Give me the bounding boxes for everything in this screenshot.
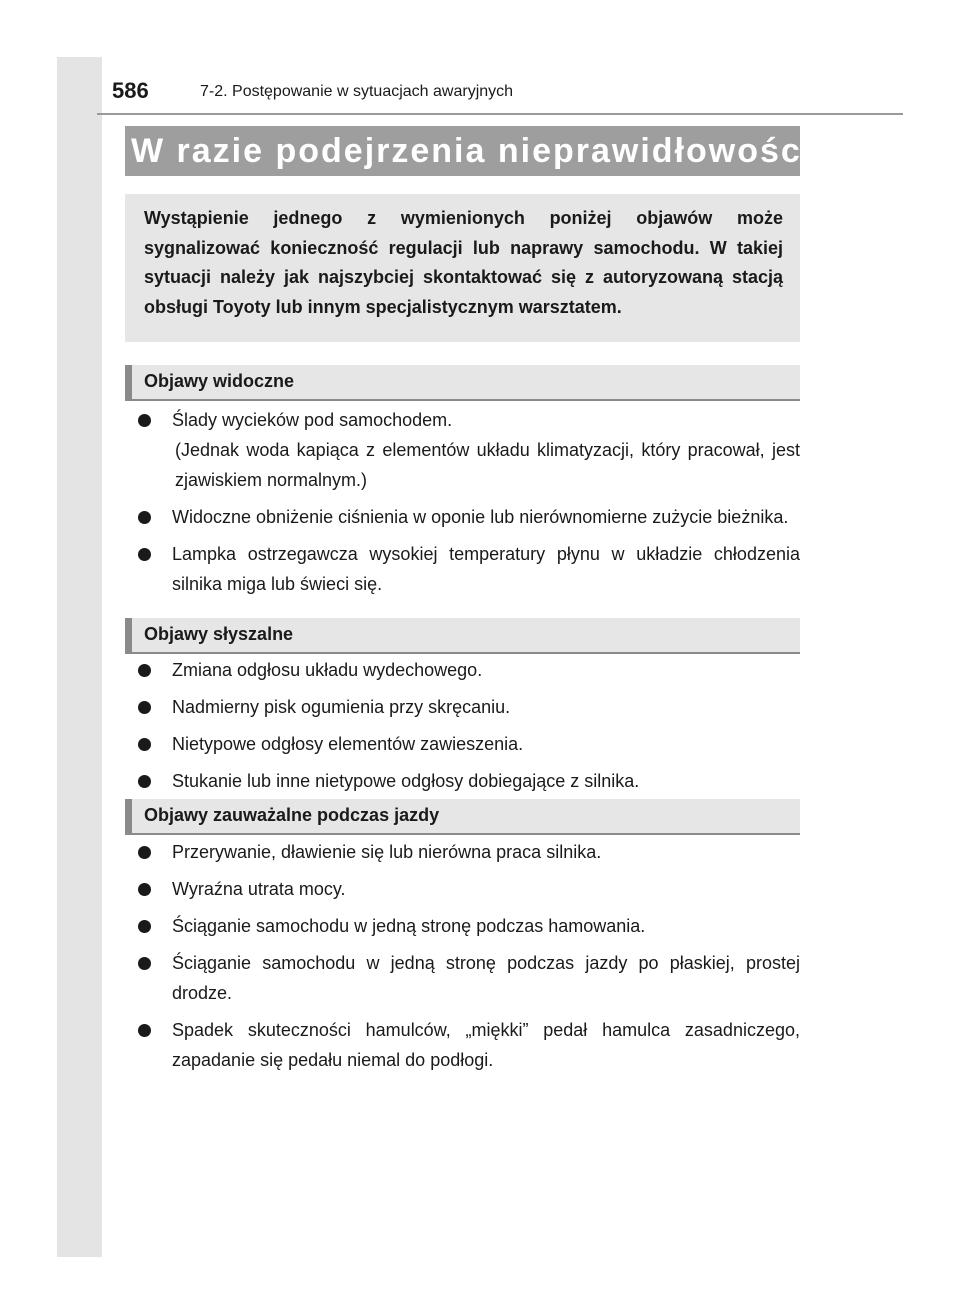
bullet-icon [138, 883, 151, 896]
page-title: W razie podejrzenia nieprawidłowości [131, 132, 814, 170]
list-item-text: Nietypowe odgłosy elementów zawieszenia. [172, 734, 524, 754]
list-item-text: Stukanie lub inne nietypowe odgłosy dobiegające z silnika. [172, 771, 640, 791]
list-item-text: Ślady wycieków pod samochodem. [172, 410, 453, 430]
bullet-icon [138, 414, 151, 427]
list-item [134, 502, 800, 532]
list-item [134, 874, 800, 904]
list-item [134, 655, 800, 685]
bullet-icon [138, 701, 151, 714]
section-title: Objawy widoczne [144, 371, 295, 391]
bullet-list-driving [134, 837, 800, 1082]
intro-text: Wystąpienie jednego z wymienionych poniżej objawów może sygnalizować konieczność regulacji lub naprawy samochodu. W takiej sytuacji należy jak najszybciej skontaktować się z autoryzowaną stacją obsługi Toyoty lub innym specjalistycznym warsztatem. [144, 208, 783, 317]
list-item [134, 539, 800, 599]
bullet-icon [138, 920, 151, 933]
page-header [112, 78, 902, 110]
list-item [134, 729, 800, 759]
list-item-text: Lampka ostrzegawcza wysokiej temperatury płynu w układzie chłodzenia silnika miga lub świeci się. [172, 544, 800, 594]
header-divider [97, 113, 903, 115]
intro-box [125, 194, 800, 342]
list-item-text: Ściąganie samochodu w jedną stronę podczas jazdy po płaskiej, prostej drodze. [172, 953, 800, 1003]
list-item-text: Przerywanie, dławienie się lub nierówna praca silnika. [172, 842, 602, 862]
page-number: 586 [112, 78, 149, 103]
bullet-icon [138, 1024, 151, 1037]
list-item-note: (Jednak woda kapiąca z elementów układu klimatyzacji, który pracował, jest zjawiskiem normalnym.) [175, 440, 800, 490]
list-item-text: Widoczne obniżenie ciśnienia w oponie lub nierównomierne zużycie bieżnika. [172, 507, 789, 527]
bullet-list-audible [134, 655, 800, 803]
list-item [134, 837, 800, 867]
list-item-text: Ściąganie samochodu w jedną stronę podczas hamowania. [172, 916, 646, 936]
bullet-list-visible [134, 405, 800, 606]
list-item [134, 1015, 800, 1075]
list-item [134, 692, 800, 722]
section-header-driving [125, 799, 800, 835]
list-item [134, 948, 800, 1008]
section-title: Objawy zauważalne podczas jazdy [144, 805, 440, 825]
list-item-text: Spadek skuteczności hamulców, „miękki” pedał hamulca zasadniczego, zapadanie się pedału niemal do podłogi. [172, 1020, 800, 1070]
title-bar [125, 126, 814, 176]
list-item [134, 766, 800, 796]
bullet-icon [138, 738, 151, 751]
list-item [134, 405, 800, 495]
section-header-audible [125, 618, 800, 654]
bullet-icon [138, 775, 151, 788]
list-item [134, 911, 800, 941]
bullet-icon [138, 846, 151, 859]
list-item-text: Nadmierny pisk ogumienia przy skręcaniu. [172, 697, 511, 717]
bullet-icon [138, 957, 151, 970]
section-title: Objawy słyszalne [144, 624, 294, 644]
section-header-visible [125, 365, 800, 401]
side-margin-strip [57, 57, 102, 1257]
chapter-title: 7-2. Postępowanie w sytuacjach awaryjnych [200, 83, 514, 100]
list-item-text: Zmiana odgłosu układu wydechowego. [172, 660, 483, 680]
list-item-text: Wyraźna utrata mocy. [172, 879, 346, 899]
bullet-icon [138, 548, 151, 561]
bullet-icon [138, 664, 151, 677]
bullet-icon [138, 511, 151, 524]
